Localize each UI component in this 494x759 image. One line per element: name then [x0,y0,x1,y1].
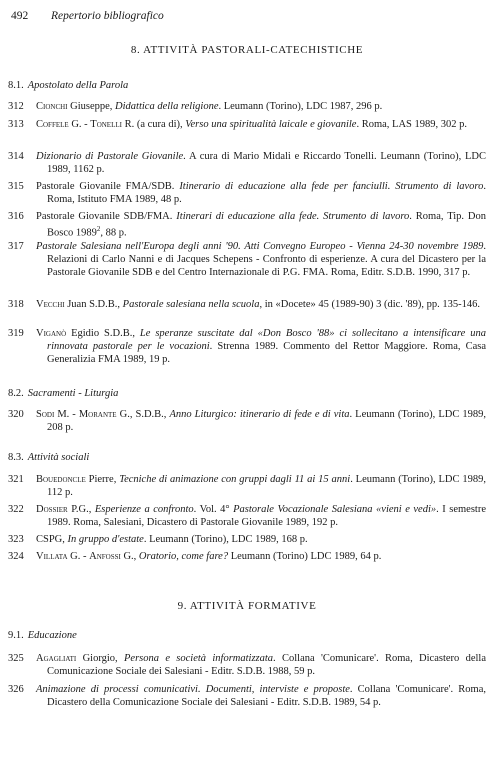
entry-number: 312 [8,101,24,112]
subsection-title: Attività sociali [27,452,90,463]
entry-publication: , in «Docete» 45 (1989-90) 3 (dic. '89), pp. 135-146. [259,299,481,310]
subsection-number: 8.2. [8,388,24,399]
bibliography-entry [8,240,486,279]
subsection-heading [8,630,77,641]
subsection-title: Educazione [27,630,77,641]
entry-number: 325 [8,653,24,664]
entry-title: Tecniche di animazione con gruppi dagli 11 ai 15 anni [119,474,351,485]
entry-publication: . I semestre 1989. Roma, Salesiani, Dicastero di Pastorale Giovanile 1989, 192 p. [47,504,487,528]
entry-title: Pastorale Salesiana nell'Europa degli anni '90. Atti Convegno Europeo - Vienna 24-30 novembre 1989 [36,241,484,252]
section-heading: 9. ATTIVITÀ FORMATIVE [177,600,317,612]
bibliography-entry [8,533,486,546]
entry-author: Vecchi [36,299,65,310]
entry-publication: . Relazioni di Carlo Nanni e di Jacques Schepens - Confronto di esperienze. A cura del Dicastero per la Pastorale Giovanile SDB e del Centro Internazionale di P.G. FMA. Roma, Editr. S.D.B. 1990, 317 p. [47,241,486,278]
entry-title: Pastorale salesiana nella scuola [122,299,260,310]
entry-author: Anfossi [89,551,121,562]
entry-publication: . Leumann (Torino), LDC 1987, 296 p. [218,101,383,112]
entry-author: Coffele [36,119,69,130]
entry-number: 318 [8,299,24,310]
entry-lead: CSPG, [36,534,68,545]
entry-author: Morante [78,409,117,420]
bibliography-entry [8,180,486,206]
entry-title: In gruppo d'estate [67,534,144,545]
entry-number: 319 [8,328,24,339]
entry-publication: , 88 p. [100,227,127,239]
subsection-title: Apostolato della Parola [27,80,129,91]
entry-number: 323 [8,534,24,545]
entry-title: Esperienze a confronto [94,504,194,515]
bibliography-entry: 312 Cionchi Giuseppe, Didattica della religione. Leumann (Torino), LDC 1987, 296 p. [8,101,383,112]
page-number: 492 [11,10,29,22]
entry-title: Dizionario di Pastorale Giovanile [36,151,184,162]
subsection-heading [8,452,89,463]
section-heading: 8. ATTIVITÀ PASTORALI-CATECHISTICHE [130,44,364,56]
entry-title: Le speranze suscitate dal «Don Bosco '88» ci sollecitano a intensificare una rinnovata pastorale per le vocazioni [47,328,486,352]
bibliography-entry [8,683,486,709]
running-title: Repertorio bibliografico [51,10,164,22]
entry-number: 317 [8,241,24,252]
entry-number: 324 [8,551,24,562]
entry-author: Sodi [36,409,55,420]
entry-lead: Pastorale Giovanile FMA/SDB. [36,181,180,192]
subsection-heading [8,80,128,91]
bibliography-entry: 313 Coffele G. - Tonelli R. (a cura di), Verso una spiritualità laicale e giovanile. Roma, LAS 1989, 302 p. [8,119,467,130]
entry-title: Didattica della religione [115,101,219,112]
running-head [11,10,164,22]
bibliography-entry [8,150,486,176]
entry-publication: . A cura di Mario Midali e Riccardo Tonelli. Leumann (Torino), LDC 1989, 1162 p. [47,151,486,175]
edition-superscript: 2 [96,225,101,233]
subsection-heading [8,388,118,399]
entry-publication: Leumann (Torino) LDC 1989, 64 p. [228,551,382,562]
entry-number: 326 [8,684,24,695]
entry-publication: . Roma, Istituto FMA 1989, 48 p. [47,181,487,205]
entry-title: Itinerario di educazione alla fede per fanciulli. Strumento di lavoro [179,181,484,192]
entry-publication: . Collana 'Comunicare'. Roma, Dicastero della Comunicazione Sociale dei Salesiani - Editr. S.D.B. 1989, 54 p. [47,684,487,708]
entry-title: Persona e società informatizzata [124,653,274,664]
bibliography-entry: 320 Sodi M. - Morante G., S.D.B., Anno Liturgico: itinerario di fede e di vita. Leumann (Torino), LDC 1989, 208 p. [8,409,486,433]
bibliography-entry: 318 Vecchi Juan S.D.B., Pastorale salesiana nella scuola, in «Docete» 45 (1989-90) 3 (dic. '89), pp. 135-146. [8,299,481,310]
bibliography-entry: 316 Pastorale Giovanile SDB/FMA. Itinerari di educazione alla fede. Strumento di lavoro. Roma, Tip. Don Bosco 1989$^2$, 88 p. [8,211,486,239]
entry-number: 313 [8,119,24,130]
entry-title: Pastorale Vocazionale Salesiana «vieni e vedi» [233,504,437,515]
entry-number: 322 [8,504,24,515]
entry-title: Oratorio, come fare? [138,551,229,562]
entry-number: 316 [8,211,24,222]
entry-author: Cionchi [36,101,68,112]
entry-author: Dossier [36,504,68,515]
entry-publication: . Leumann (Torino), LDC 1989, 168 p. [143,534,308,545]
entry-author: Tonelli [90,119,122,130]
entry-publication: . Collana 'Comunicare'. Roma, Dicastero della Comunicazione Sociale dei Salesiani - Editr. S.D.B. 1988, 59 p. [47,653,486,677]
bibliography-entry: 321 Bouedoncle Pierre, Tecniche di animazione con gruppi dagli 11 ai 15 anni. Leumann (Torino), LDC 1989, 112 p. [8,474,486,498]
entry-number: 321 [8,474,24,485]
entry-title: Verso una spiritualità laicale e giovanile [185,119,357,130]
entry-author: Villata [36,551,68,562]
entry-title: Animazione di processi comunicativi. Documenti, interviste e proposte [36,684,350,695]
entry-publication: . Roma, LAS 1989, 302 p. [356,119,467,130]
subsection-number: 8.3. [8,452,24,463]
bibliography-entry: 324 Villata G. - Anfossi G., Oratorio, come fare? Leumann (Torino) LDC 1989, 64 p. [8,551,382,562]
entry-title: Itinerari di educazione alla fede. Strumento di lavoro [176,211,410,222]
entry-publication: . Leumann (Torino), LDC 1989, 112 p. [47,474,486,498]
entry-number: 314 [8,151,24,162]
entry-lead: Pastorale Giovanile SDB/FMA. [36,211,177,222]
entry-author: Agagliati [36,653,77,664]
bibliography-entry: 322 Dossier P.G., Esperienze a confronto. Vol. 4° Pastorale Vocazionale Salesiana «vieni e vedi». I semestre 1989. Roma, Salesiani, Dicastero di Pastorale Giovanile 1989, 192 p. [8,504,487,528]
subsection-number: 9.1. [8,630,24,641]
entry-number: 320 [8,409,24,420]
entry-publication: . Leumann (Torino), LDC 1989, 208 p. [47,409,486,433]
entry-author: Bouedoncle [36,474,86,485]
entry-author: Viganò [36,328,67,339]
entry-number: 315 [8,181,24,192]
bibliography-entry: 319 Viganò Egidio S.D.B., Le speranze suscitate dal «Don Bosco '88» ci sollecitano a intensificare una rinnovata pastorale per le vocazioni. Strenna 1989. Commento del Rettor Maggiore. Roma, Casa Generalizia FMA 1989, 19 p. [8,328,486,365]
subsection-number: 8.1. [8,80,24,91]
bibliography-entry: 325 Agagliati Giorgio, Persona e società informatizzata. Collana 'Comunicare'. Roma, Dicastero della Comunicazione Sociale dei Salesiani - Editr. S.D.B. 1988, 59 p. [8,653,486,677]
entry-title: Anno Liturgico: itinerario di fede e di vita [169,409,350,420]
subsection-title: Sacramenti - Liturgia [27,388,119,399]
entry-publication: . Strenna 1989. Commento del Rettor Maggiore. Roma, Casa Generalizia FMA 1989, 19 p. [47,341,486,365]
